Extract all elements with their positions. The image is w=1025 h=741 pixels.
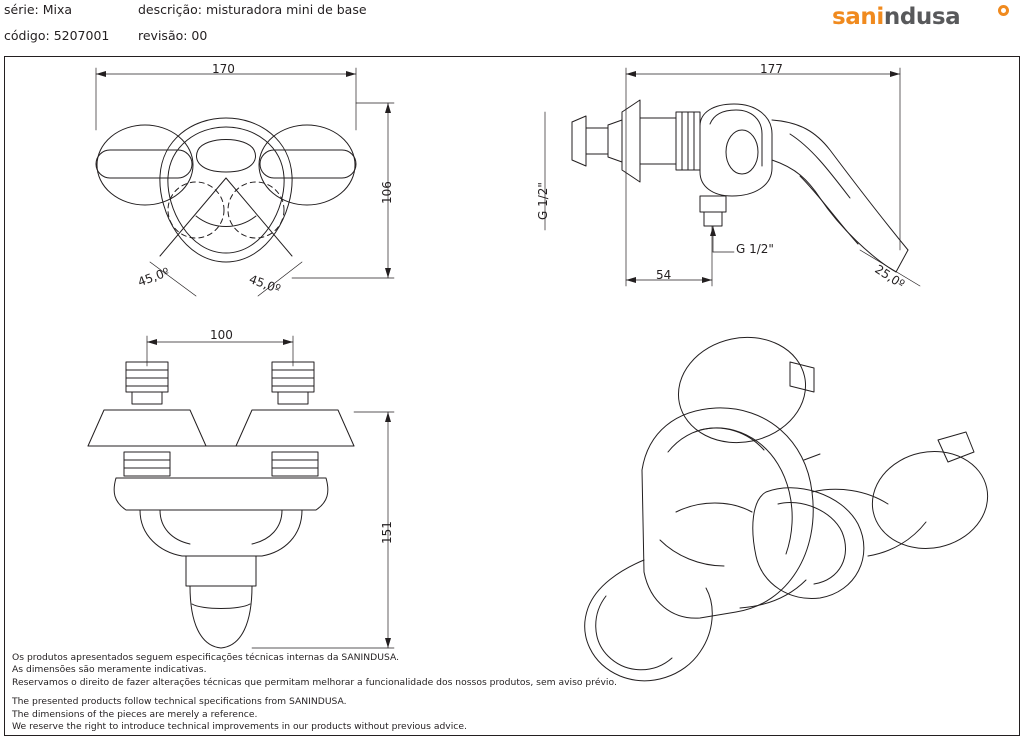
side-thread-left-label: G 1/2" [536,182,550,220]
front-width-dimension-label: 170 [212,62,235,76]
series-label: série: Mixa [4,2,73,17]
revision-label: revisão: 00 [138,28,208,43]
code-label: código: 5207001 [4,28,110,43]
description-label: descrição: misturadora mini de base [138,2,367,17]
side-thread-bottom-label: G 1/2" [736,242,774,256]
notes-divider [12,689,652,696]
drawing-header [0,0,1025,56]
side-width-dimension-label: 177 [760,62,783,76]
front-angle-right-label: 45,0º [247,272,283,297]
logo-text-indusa: ndusa [883,4,961,30]
side-angle-label: 25,0º [872,262,908,292]
drawing-frame [4,56,1020,736]
top-height-dimension-label: 151 [380,521,394,544]
logo-text-sani: sani [832,4,884,30]
note-pt-1: Os produtos apresentados seguem especificações técnicas internas da SANINDUSA. [12,652,399,663]
front-angle-left-label: 45,0º [136,264,172,290]
note-pt-3: Reservamos o direito de fazer alterações técnicas que permitam melhorar a funcionalidade dos nossos produtos, sem aviso prévio. [12,676,617,688]
logo-wordmark [832,4,960,30]
footer-notes [12,652,652,733]
note-en-1: The presented products follow technical specifications from SANINDUSA. [12,696,347,708]
logo-dot-icon [998,5,1009,16]
sanindusa-logo [832,4,1012,34]
top-width-dimension-label: 100 [210,328,233,342]
front-height-dimension-label: 106 [380,181,394,204]
note-en-2: The dimensions of the pieces are merely a reference. [12,708,258,720]
note-pt-2: As dimensões são meramente indicativas. [12,664,207,676]
side-depth-dimension-label: 54 [656,268,672,282]
note-en-3: We reserve the right to introduce technical improvements in our products without previous advice. [12,721,467,733]
